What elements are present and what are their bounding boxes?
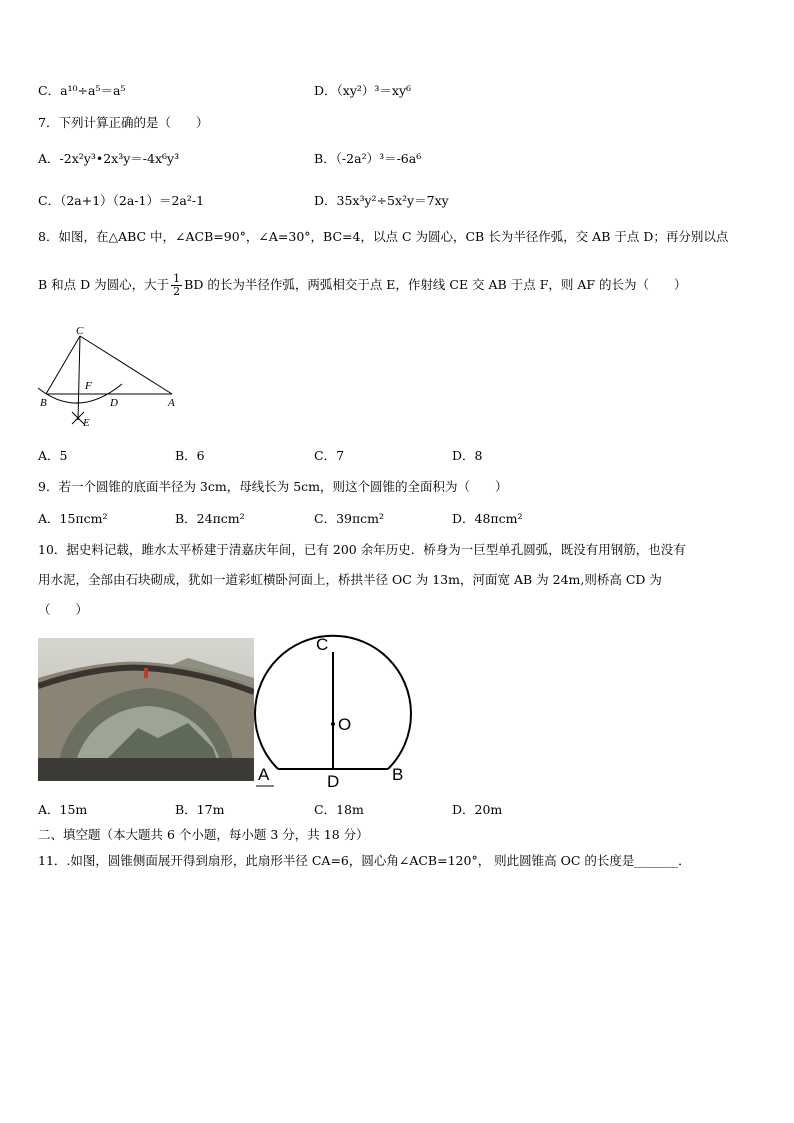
q9-option-a: A．15πcm² — [38, 511, 108, 526]
q7-option-a: A．-2x²y³•2x³y＝-4x⁶y³ — [38, 151, 180, 166]
q9-stem: 9．若一个圆锥的底面半径为 3cm，母线长为 5cm，则这个圆锥的全面积为（ ） — [38, 479, 508, 494]
q11-stem: 11．.如图，圆锥侧面展开得到扇形，此扇形半径 CA=6，圆心角∠ACB=120°， 则此圆锥高 OC 的长度是_______． — [38, 853, 691, 868]
label-a: A — [258, 765, 270, 784]
label-c: C — [316, 635, 329, 654]
center-point-o — [331, 722, 335, 726]
q7-option-d: D．35x³y²÷5x²y＝7xy — [314, 193, 449, 208]
label-o: O — [338, 715, 352, 734]
q10-option-c: C．18m — [314, 802, 364, 817]
q10-stem-line3: （ ） — [38, 602, 89, 617]
q8-stem-line2-post: BD 的长为半径作弧，两弧相交于点 E，作射线 CE 交 AB 于点 F，则 AF 的长为（ ） — [184, 277, 687, 292]
triangle-abc-figure — [34, 322, 184, 432]
q8-stem-line1: 8．如图，在△ABC 中，∠ACB=90°，∠A=30°，BC=4，以点 C 为圆心，CB 长为半径作弧，交 AB 于点 D；再分别以点 — [38, 229, 729, 244]
q8-stem-line2 — [38, 270, 687, 300]
fraction-numerator: 1 — [173, 272, 181, 285]
q8-option-d: D．8 — [452, 448, 483, 463]
q7-stem: 7．下列计算正确的是（ ） — [38, 115, 209, 130]
q8-option-c: C．7 — [314, 448, 345, 463]
label-a: A — [168, 397, 175, 409]
q6-option-d: D．（xy²）³＝xy⁶ — [314, 83, 412, 98]
label-c: C — [76, 325, 84, 337]
q10-option-b: B．17m — [175, 802, 225, 817]
q9-option-b: B．24πcm² — [175, 511, 245, 526]
q10-stem-line2: 用水泥，全部由石块砌成，犹如一道彩虹横卧河面上，桥拱半径 OC 为 13m，河面宽 AB 为 24m,则桥高 CD 为 — [38, 572, 662, 587]
q9-option-d: D．48πcm² — [452, 511, 523, 526]
q9-option-c: C．39πcm² — [314, 511, 385, 526]
bridge-photo-drawing — [38, 638, 254, 781]
q7-option-c: C．（2a+1）（2a-1）＝2a²-1 — [38, 193, 205, 208]
segment-ca — [80, 336, 172, 394]
fraction-one-half — [171, 273, 182, 298]
ray-ce — [78, 336, 80, 420]
label-b: B — [40, 397, 47, 409]
q8-stem-line2-pre: B 和点 D 为圆心，大于 — [38, 277, 170, 292]
q10-option-d: D．20m — [452, 802, 503, 817]
label-f: F — [85, 380, 92, 392]
label-d: D — [110, 397, 118, 409]
label-b: B — [392, 765, 404, 784]
label-e: E — [83, 417, 90, 429]
q8-option-a: A．5 — [38, 448, 68, 463]
label-d: D — [327, 772, 340, 791]
q8-option-b: B．6 — [175, 448, 205, 463]
fraction-denominator: 2 — [173, 285, 181, 298]
bridge-photo — [38, 638, 254, 781]
arch-diagram — [254, 630, 414, 822]
q7-option-b: B．（-2a²）³＝-6a⁶ — [314, 151, 422, 166]
q10-option-a: A．15m — [38, 802, 88, 817]
section-2-title: 二、填空题（本大题共 6 个小题，每小题 3 分，共 18 分） — [38, 827, 369, 842]
q6-option-c: C．a¹⁰÷a⁵＝a⁵ — [38, 83, 126, 98]
segment-cb — [46, 336, 80, 394]
q10-stem-line1: 10．据史料记载，雎水太平桥建于清嘉庆年间，已有 200 余年历史．桥身为一巨型单孔圆弧，既没有用钢筋，也没有 — [38, 542, 686, 557]
